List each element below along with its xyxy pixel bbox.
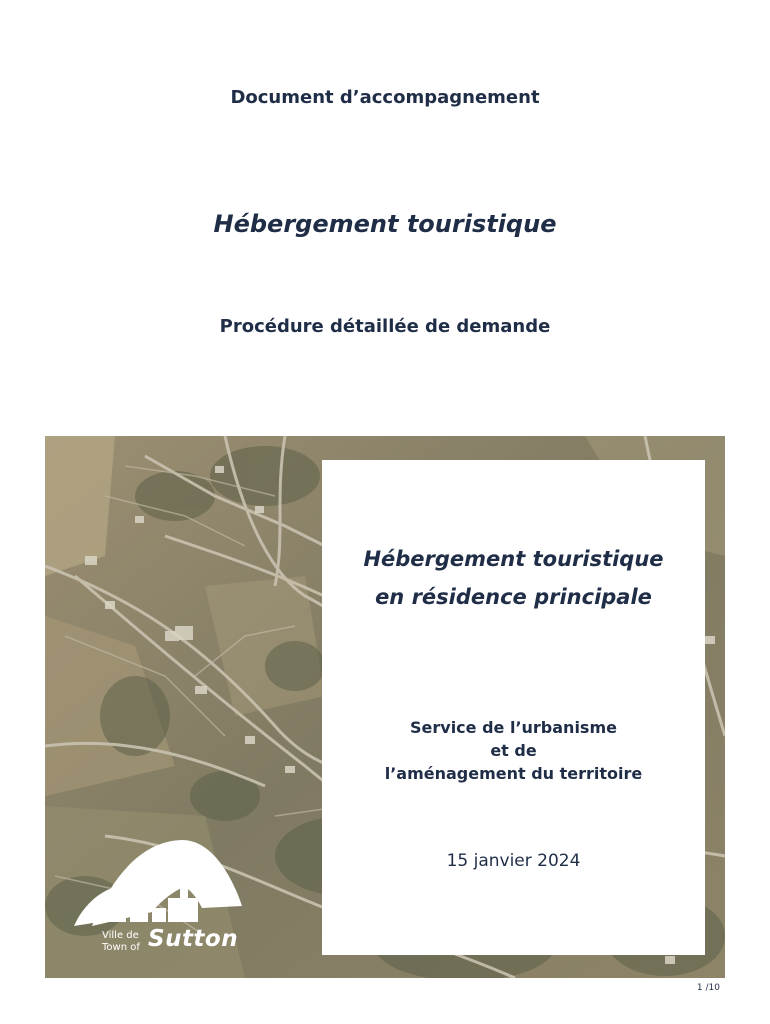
title-card: [322, 460, 705, 955]
document-kicker: Document d’accompagnement: [230, 87, 540, 108]
service-line-1: Service de l’urbanisme: [410, 718, 617, 737]
card-title-line-2: en résidence principale: [375, 585, 652, 609]
page-number: 1 /10: [696, 983, 720, 993]
logo-town-text: Town of: [102, 942, 140, 953]
service-line-3: l’aménagement du territoire: [384, 764, 643, 783]
card-title-line-1: Hébergement touristique: [363, 547, 664, 571]
document-subtitle: Procédure détaillée de demande: [219, 316, 551, 337]
logo-ville-text: Ville de: [102, 930, 139, 941]
document-title: Hébergement touristique: [213, 210, 557, 238]
service-line-2: et de: [490, 741, 537, 760]
logo-name-text: Sutton: [148, 926, 239, 952]
document-date: 15 janvier 2024: [446, 851, 581, 871]
sutton-logo: [72, 836, 244, 958]
